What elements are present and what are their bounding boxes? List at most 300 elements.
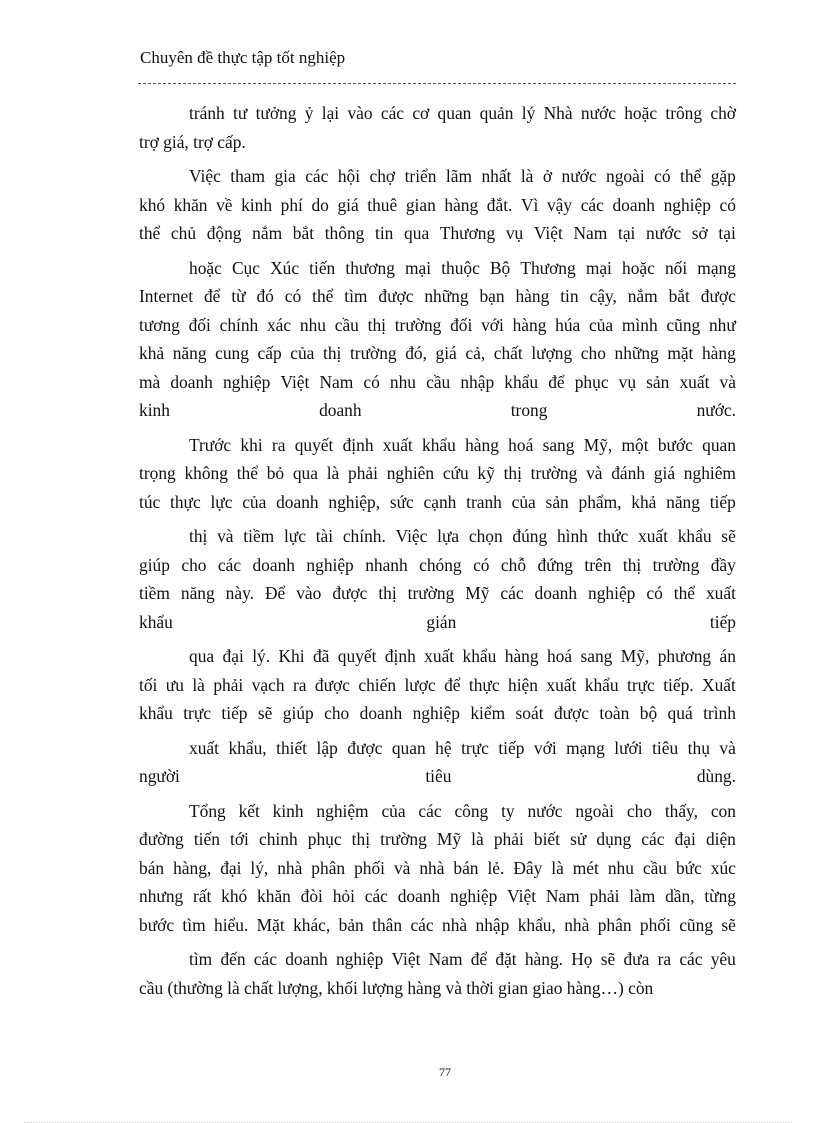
word: tiếp: [709, 491, 736, 512]
word: hoá: [546, 646, 573, 666]
text-line: [139, 396, 736, 425]
word: tương: [139, 314, 180, 335]
word: phân: [311, 857, 346, 878]
word: trường: [349, 343, 397, 363]
word: xuất: [638, 526, 668, 546]
word: đưa: [623, 949, 650, 969]
word: sẽ: [257, 703, 273, 723]
text-line: [139, 911, 736, 940]
word: các: [641, 829, 665, 849]
word: chủ: [170, 223, 197, 243]
word: con: [710, 800, 736, 821]
word: khác,: [293, 914, 331, 935]
word: Việc: [189, 166, 221, 186]
word: soát: [515, 703, 544, 723]
word: Mặt: [256, 914, 285, 935]
word: vậy: [546, 194, 573, 215]
word: có: [473, 554, 490, 575]
word: vào: [296, 583, 322, 603]
word: khẩu,: [517, 914, 556, 935]
word: doanh: [534, 583, 578, 603]
word: nhập: [475, 914, 510, 935]
word: nghiệp: [588, 583, 636, 603]
word: khẩu,: [228, 737, 267, 758]
word: tránh: [189, 103, 225, 123]
word: thể: [673, 583, 695, 603]
word: Để: [264, 583, 286, 603]
word: quản: [479, 103, 514, 123]
word: biết: [533, 829, 560, 849]
word: tiếp: [709, 611, 736, 632]
word: quan: [437, 103, 472, 123]
word: Nam: [573, 223, 608, 243]
word: như: [708, 314, 736, 335]
word: nghiệp,: [328, 491, 381, 512]
word: sẽ: [600, 949, 616, 969]
word: kinh: [272, 800, 304, 821]
word: đó: [256, 286, 274, 306]
word: hiện: [508, 674, 538, 695]
word: thương: [345, 257, 395, 278]
word: cầu: [642, 857, 667, 878]
word: khó: [221, 886, 248, 906]
word: đứng: [537, 554, 573, 575]
word: cứu: [442, 463, 469, 483]
word: Họ: [571, 949, 593, 969]
word: nhu: [389, 371, 416, 392]
word: đầy: [710, 554, 736, 575]
word: gia: [274, 166, 296, 186]
word: lực: [283, 526, 306, 546]
word: tiếp.: [663, 674, 694, 695]
word: có: [654, 166, 671, 186]
word: chỗ: [500, 554, 527, 575]
word: tiềm: [139, 583, 170, 603]
word: tiêu: [652, 737, 679, 758]
word: tiếp: [221, 703, 248, 723]
text-line: [139, 642, 736, 671]
text-line: [139, 945, 736, 974]
word: được: [347, 737, 383, 758]
word: các: [364, 886, 388, 906]
word: khẩu: [677, 526, 712, 546]
word: bán: [453, 857, 479, 878]
word: các: [217, 554, 242, 575]
word: doanh: [359, 703, 403, 723]
word: mình: [621, 314, 658, 335]
word: nước: [646, 223, 682, 243]
text-line: [139, 762, 736, 791]
word: thuê: [367, 194, 398, 215]
word: Xuất: [702, 674, 736, 695]
word: là: [551, 857, 564, 878]
word: tìm: [189, 949, 213, 969]
word: nhà: [277, 857, 303, 878]
word: ưu: [165, 674, 184, 695]
word: Nam: [319, 371, 354, 392]
word: Trước: [189, 434, 232, 455]
word: lại: [321, 103, 340, 123]
word: này.: [225, 583, 254, 603]
word: hoặc: [189, 257, 222, 278]
word: bước: [139, 914, 175, 935]
word: phẩm,: [578, 491, 622, 512]
word: ra: [271, 434, 286, 455]
word: hỏi: [332, 886, 355, 906]
document-body: [139, 99, 736, 1002]
word: nhu: [299, 314, 326, 335]
word: bước: [657, 434, 693, 455]
word: đại: [222, 646, 244, 666]
word: nắm: [252, 223, 283, 243]
word: kinh: [241, 194, 273, 215]
word: sang: [580, 646, 613, 666]
word: qua: [189, 646, 215, 666]
word: Nam: [545, 886, 580, 906]
word: giúp: [282, 703, 314, 723]
word: cũng: [666, 314, 701, 335]
word: nước: [580, 103, 616, 123]
word: giá: [653, 463, 676, 483]
text-line: [139, 551, 736, 580]
word: thụ: [687, 737, 710, 758]
word: hàng: [701, 343, 736, 363]
word: dùng.: [696, 766, 736, 786]
word: Thương: [520, 257, 576, 278]
word: cạnh: [423, 491, 457, 512]
word: được: [314, 674, 350, 695]
word: hiểu.: [214, 914, 249, 935]
word: phải: [493, 829, 524, 849]
word: với: [533, 737, 557, 758]
word: mà: [139, 371, 161, 392]
word: những: [424, 286, 469, 306]
word: để: [470, 949, 488, 969]
word: túc: [139, 491, 161, 512]
word: Việt: [280, 371, 310, 392]
word: vụ: [505, 223, 524, 243]
word: doanh: [612, 194, 655, 215]
text-line: [139, 608, 736, 637]
word: tới: [230, 829, 249, 849]
word: được: [700, 286, 736, 306]
word: mạng: [697, 257, 736, 278]
word: phục: [574, 371, 609, 392]
word: xuất: [546, 674, 577, 695]
word: hàng,: [173, 857, 212, 878]
word: tìm: [344, 286, 368, 306]
word: công: [454, 800, 489, 821]
word: tham: [230, 166, 266, 186]
word: khẩu: [504, 371, 539, 392]
word: lập: [316, 737, 338, 758]
word: Tổng: [189, 800, 226, 821]
word: qua: [404, 223, 430, 243]
word: bản: [338, 914, 364, 935]
header-divider: [138, 83, 736, 84]
word: sản: [646, 371, 670, 392]
word: hàng.: [524, 949, 564, 969]
word: kinh: [139, 400, 170, 420]
word: tiến: [309, 257, 336, 278]
word: thị: [367, 314, 386, 335]
word: nắm: [627, 286, 658, 306]
word: bộ: [639, 703, 658, 723]
word: Việt: [391, 949, 421, 969]
word: phối: [639, 914, 671, 935]
word: lực: [210, 491, 233, 512]
word: đối: [450, 314, 473, 335]
word: và: [393, 857, 411, 878]
text-line: trợ giá, trợ cấp.: [139, 131, 246, 152]
word: bạn: [479, 286, 505, 306]
word: quan: [391, 737, 426, 758]
word: khẩu: [139, 703, 173, 723]
word: nước.: [696, 400, 736, 420]
word: là: [326, 463, 340, 483]
word: sức: [389, 491, 414, 512]
word: thể: [679, 166, 702, 186]
word: là: [520, 166, 534, 186]
word: bỏ: [266, 463, 285, 483]
word: cầu: [426, 371, 451, 392]
word: và: [217, 526, 234, 546]
word: năng: [180, 583, 215, 603]
word: hàng: [504, 646, 539, 666]
word: và: [719, 737, 736, 758]
word: phải: [348, 463, 378, 483]
word: mạng: [566, 737, 605, 758]
word: tưởng: [255, 103, 297, 123]
word: xuất: [189, 737, 219, 758]
word: khẩu: [462, 646, 497, 666]
word: thực: [170, 491, 201, 512]
word: hội: [337, 166, 361, 186]
word: hàng: [515, 286, 550, 306]
word: phương: [657, 646, 712, 666]
word: tiếp: [498, 737, 525, 758]
word: lược: [404, 674, 436, 695]
word: Nam: [428, 949, 463, 969]
word: nhất: [481, 166, 512, 186]
word: nghiệm: [316, 800, 369, 821]
word: Nhà: [543, 103, 573, 123]
word: quyết: [337, 646, 377, 666]
word: các: [580, 194, 604, 215]
word: từng: [704, 886, 736, 906]
word: do: [311, 194, 329, 215]
word: ra: [657, 949, 672, 969]
word: tiềm: [243, 526, 275, 546]
word: lý.: [252, 646, 271, 666]
word: kiểm: [470, 703, 506, 723]
text-line: [139, 734, 736, 763]
word: làm: [629, 886, 656, 906]
word: chính.: [342, 526, 386, 546]
word: về: [216, 194, 233, 215]
word: đánh: [611, 463, 646, 483]
word: thấy,: [664, 800, 698, 821]
word: phải: [589, 886, 620, 906]
word: nghiệp: [306, 554, 354, 575]
word: nước: [561, 166, 597, 186]
word: án: [719, 646, 736, 666]
word: các: [500, 583, 524, 603]
word: nhập: [460, 371, 495, 392]
word: quyết: [294, 434, 334, 455]
word: thể: [236, 463, 258, 483]
word: doanh: [252, 554, 295, 575]
page-number: 77: [439, 1065, 451, 1079]
word: lý: [521, 103, 536, 123]
text-line: [139, 191, 736, 220]
word: gặp: [710, 166, 736, 186]
word: thông: [324, 223, 365, 243]
word: các: [418, 800, 442, 821]
word: cho: [626, 800, 652, 821]
word: năng: [172, 343, 207, 363]
word: để: [203, 286, 221, 306]
word: để: [444, 674, 461, 695]
word: chính: [219, 314, 259, 335]
text-line: [139, 339, 736, 368]
word: nghiệp: [450, 886, 498, 906]
word: quan: [702, 434, 736, 455]
word: của: [589, 314, 614, 335]
word: nghiêm: [683, 463, 736, 483]
word: của: [242, 491, 267, 512]
word: của: [511, 491, 536, 512]
word: nghiên: [386, 463, 435, 483]
word: của: [381, 800, 406, 821]
word: vạch: [251, 674, 285, 695]
text-line: [139, 854, 736, 883]
text-line: [139, 671, 736, 700]
word: nhưng: [139, 886, 184, 906]
word: ngoài: [575, 800, 614, 821]
word: chợ: [369, 166, 396, 186]
word: khẩu: [139, 611, 173, 632]
word: sở: [691, 223, 708, 243]
word: có: [646, 583, 663, 603]
word: Khi: [278, 646, 305, 666]
word: và: [586, 463, 603, 483]
word: Mỹ: [436, 829, 462, 849]
word: Mỹ,: [583, 434, 613, 455]
text-line: [139, 311, 736, 340]
word: khả: [139, 343, 165, 363]
word: xuất: [705, 583, 736, 603]
word: lưới: [614, 737, 643, 758]
word: cho: [324, 703, 350, 723]
word: đã: [312, 646, 330, 666]
word: khăn: [257, 886, 291, 906]
text-line: [139, 219, 736, 248]
word: bắt: [292, 223, 315, 243]
word: thân: [372, 914, 403, 935]
word: thiết: [276, 737, 308, 758]
word: nghiệp: [222, 371, 271, 392]
word: ở: [542, 166, 553, 186]
word: nhà: [419, 857, 445, 878]
word: tại: [617, 223, 636, 243]
word: giúp: [139, 554, 170, 575]
word: thị: [351, 829, 371, 849]
word: tối: [139, 674, 158, 695]
word: có: [363, 371, 380, 392]
word: đắt.: [486, 194, 513, 215]
word: tại: [718, 223, 736, 243]
word: bắt: [668, 286, 690, 306]
text-line: [139, 488, 736, 517]
word: đòi: [300, 886, 323, 906]
word: từ: [231, 286, 246, 306]
word: trực: [183, 703, 211, 723]
word: khẩu: [422, 434, 456, 455]
word: để: [548, 371, 565, 392]
word: mặt: [667, 343, 694, 363]
text-line: [139, 699, 736, 728]
word: có: [284, 286, 302, 306]
word: trình: [703, 703, 736, 723]
text-line: [139, 254, 736, 283]
word: diện: [705, 829, 736, 849]
word: rất: [193, 886, 212, 906]
word: khẩu: [584, 674, 619, 695]
word: yêu: [710, 949, 736, 969]
word: đến: [220, 949, 246, 969]
word: hoặc: [624, 103, 658, 123]
word: lãm: [445, 166, 472, 186]
page-header-title: Chuyên đề thực tập tốt nghiệp: [140, 48, 346, 67]
word: một: [621, 434, 649, 455]
word: nhà: [442, 914, 468, 935]
text-line: [139, 368, 736, 397]
word: đó,: [405, 343, 427, 363]
word: có: [719, 194, 736, 215]
word: quá: [667, 703, 693, 723]
word: phải: [213, 674, 244, 695]
word: các: [679, 949, 703, 969]
word: xác: [266, 314, 292, 335]
word: và: [719, 371, 736, 392]
word: thị: [503, 463, 522, 483]
word: cấp: [257, 343, 282, 363]
word: tài: [315, 526, 334, 546]
word: kết: [238, 800, 260, 821]
word: thức: [597, 526, 629, 546]
word: toàn: [599, 703, 630, 723]
word: thể: [139, 223, 161, 243]
text-line: [139, 882, 736, 911]
word: doanh: [170, 371, 213, 392]
text-line: [139, 579, 736, 608]
word: cơ: [412, 103, 430, 123]
word: lượng: [531, 343, 573, 363]
word: Vì: [520, 194, 539, 215]
word: hàng: [465, 434, 499, 455]
word: chiến: [358, 674, 397, 695]
word: nước: [527, 800, 563, 821]
word: xuất: [424, 646, 455, 666]
word: vụ: [618, 371, 637, 392]
word: Việt: [533, 223, 563, 243]
word: các: [380, 103, 405, 123]
word: bức: [675, 857, 702, 878]
word: gián: [426, 611, 457, 632]
word: với: [481, 314, 504, 335]
word: đối: [188, 314, 211, 335]
